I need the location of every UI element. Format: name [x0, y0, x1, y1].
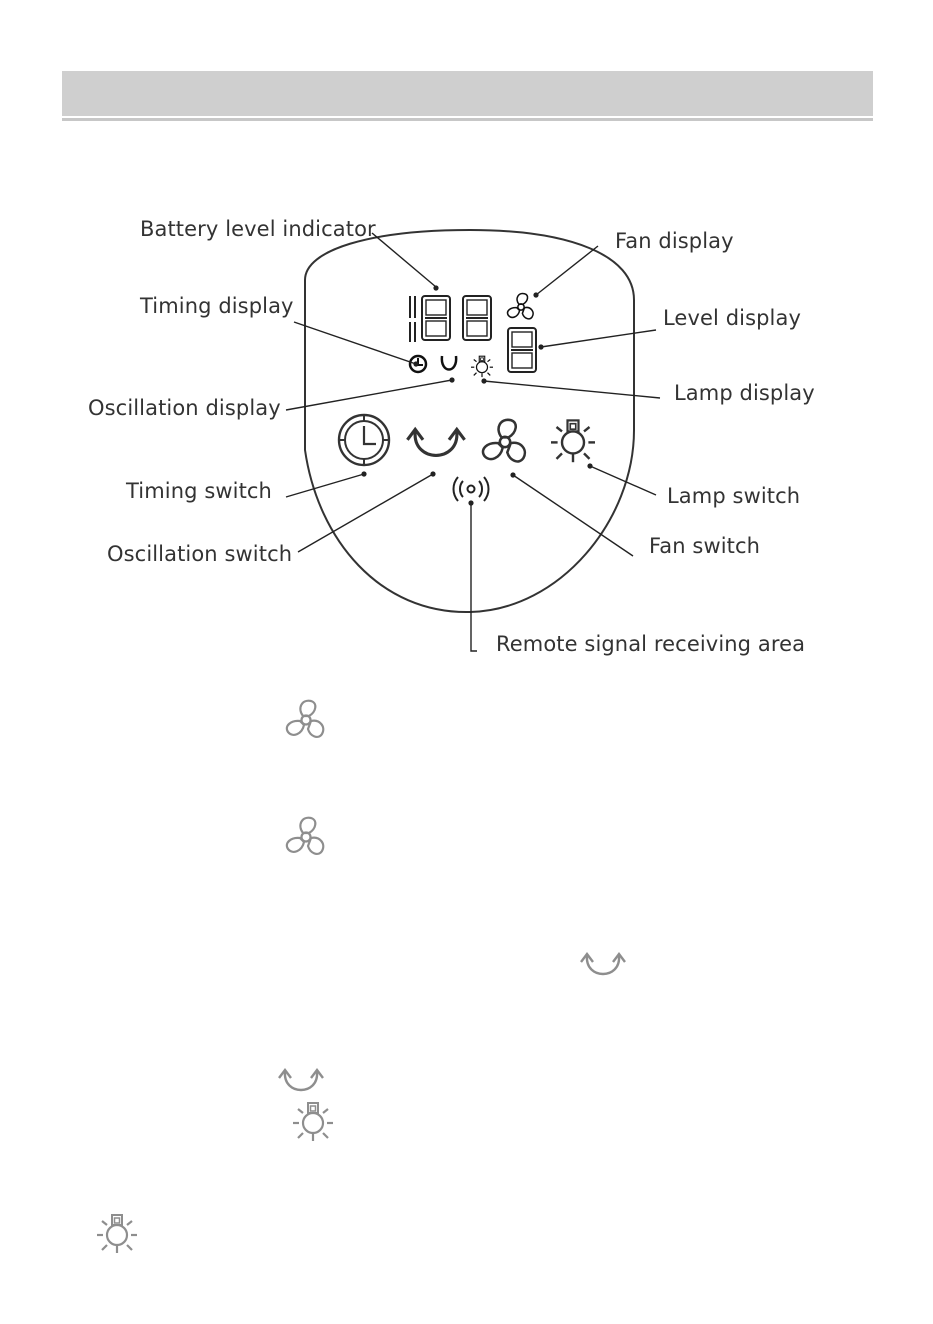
label-lamp-switch: Lamp switch: [667, 484, 801, 508]
label-oscillation-display: Oscillation display: [88, 396, 281, 420]
label-timing-switch: Timing switch: [126, 479, 272, 503]
label-battery-level-indicator: Battery level indicator: [140, 217, 376, 241]
label-oscillation-switch: Oscillation switch: [107, 542, 293, 566]
oscillation-switch-icon: [407, 429, 464, 455]
remote-receiver-icon: [454, 477, 489, 501]
oscillation-icon: [578, 950, 628, 982]
label-level-display: Level display: [663, 306, 801, 330]
fan-icon: [283, 814, 329, 860]
digit-2: [422, 296, 450, 340]
fan-switch-icon: [483, 420, 525, 462]
label-timing-display: Timing display: [140, 294, 294, 318]
fan-display-icon: [508, 294, 533, 319]
lamp-icon: [90, 1204, 144, 1264]
digit-3: [463, 296, 491, 340]
oscillation-display-icon: [442, 356, 456, 370]
label-lamp-display: Lamp display: [674, 381, 815, 405]
timing-switch-icon: [339, 415, 389, 465]
lamp-icon: [286, 1092, 340, 1152]
fan-icon: [283, 697, 329, 743]
label-fan-display: Fan display: [615, 229, 734, 253]
label-remote-signal-receiving-area: Remote signal receiving area: [496, 632, 806, 656]
digit-1: [410, 296, 415, 342]
lamp-display-icon: [471, 356, 493, 377]
label-fan-switch: Fan switch: [649, 534, 761, 558]
panel-outline: [305, 230, 634, 612]
lamp-switch-icon: [551, 420, 595, 462]
level-digit: [508, 328, 536, 372]
